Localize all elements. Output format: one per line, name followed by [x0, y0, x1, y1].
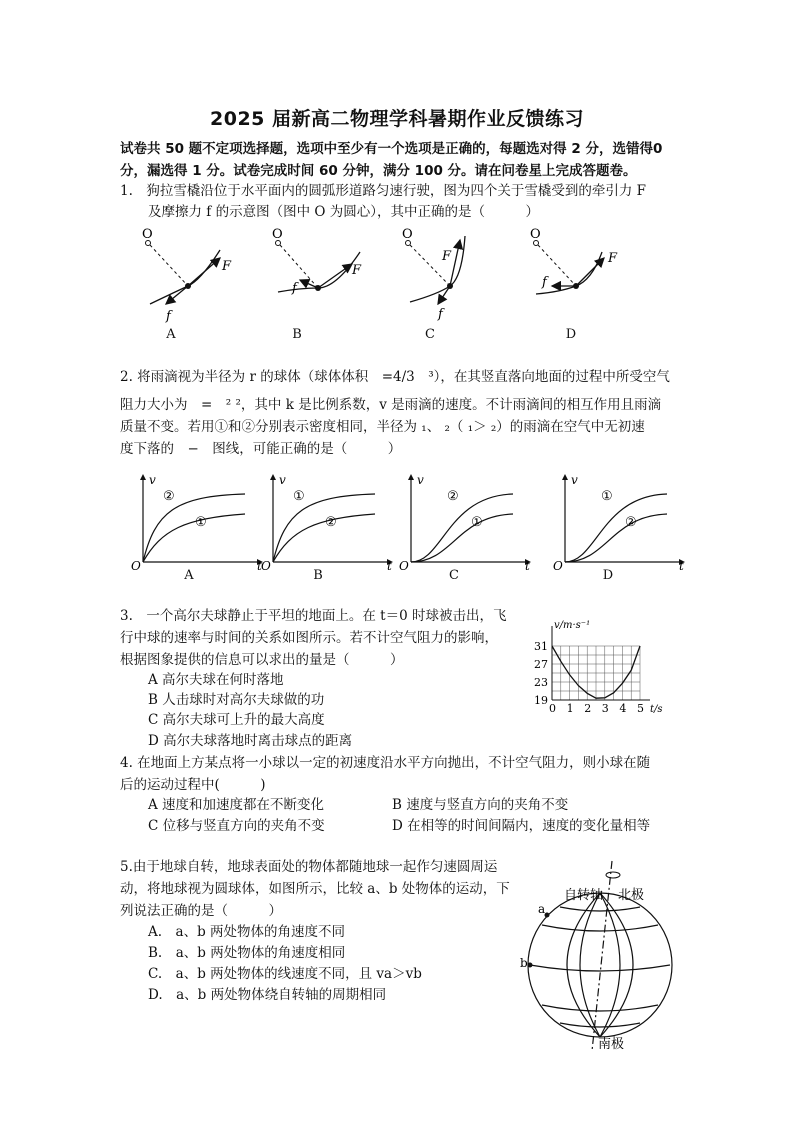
curve-upper [565, 494, 667, 562]
q5-stem-line2: 动，将地球视为圆球体，如图所示，比较 a、b 处物体的运动，下 [120, 881, 510, 897]
q1-label-b: B [292, 327, 302, 342]
q2-graph-c [399, 473, 531, 572]
t-axis-label: t [679, 559, 684, 572]
friction-f-label: f [542, 275, 547, 290]
curve-lower [273, 514, 375, 562]
y-tick-label: 19 [534, 694, 548, 707]
friction-f-label: f [166, 309, 171, 324]
q2-label-a: A [184, 568, 194, 583]
q4-option-d: D 在相等的时间间隔内，速度的变化量相等 [392, 818, 651, 834]
center-o-label: O [402, 227, 413, 242]
curve-upper-label: ① [601, 489, 613, 504]
q3-speed-time-chart [528, 618, 678, 718]
v-axis-label: v [149, 473, 156, 487]
q1-figure-d [530, 227, 618, 294]
origin-label: O [131, 559, 141, 572]
v-axis-arrow-icon [140, 474, 146, 480]
x-tick-label: 4 [619, 702, 627, 715]
y-tick-label: 23 [534, 676, 548, 689]
y-axis-label: v/m·s⁻¹ [554, 620, 591, 631]
q1-figure-a [142, 227, 232, 324]
q2-graph-a [131, 473, 263, 572]
friction-f-label: f [292, 281, 297, 296]
q4-stem-line2: 后的运动过程中( ) [120, 777, 266, 793]
curve-upper-label: ② [163, 489, 175, 504]
force-f-label: F [608, 251, 618, 266]
v-axis-arrow-icon [270, 474, 276, 480]
x-tick-label: 0 [549, 702, 556, 715]
center-o-label: O [142, 227, 153, 242]
q2-stem-line2: 阻力大小为 = ² ²，其中 k 是比例系数，v 是雨滴的速度。不计雨滴间的相互作用且雨滴 [120, 397, 662, 413]
q5-option-b: B. a、b 两处物体的角速度相同 [148, 945, 346, 961]
q2-stem-line1: 2. 将雨滴视为半径为 r 的球体（球体体积 =4/3 ³），在其竖直落向地面的过程中所受空气 [120, 369, 670, 385]
south-pole-label: 南极 [598, 1037, 625, 1052]
curve-lower [143, 514, 245, 562]
q4-option-b: B 速度与竖直方向的夹角不变 [392, 797, 569, 813]
v-axis-label: v [417, 473, 424, 487]
curve-lower-label: ① [471, 515, 483, 530]
v-axis-arrow-icon [562, 474, 568, 480]
q1-figure-b [272, 227, 362, 296]
q2-label-b: B [313, 568, 323, 583]
q5-stem-line3: 列说法正确的是（ ） [120, 903, 282, 919]
q5-option-c: C. a、b 两处物体的线速度不同，且 va＞vb [148, 966, 422, 982]
x-tick-label: 2 [584, 702, 592, 715]
q5-option-a: A. a、b 两处物体的角速度不同 [148, 924, 346, 940]
q4-stem-line1: 4. 在地面上方某点将一小球以一定的初速度沿水平方向抛出，不计空气阻力，则小球在随 [120, 755, 651, 771]
q2-graph-d [553, 473, 685, 572]
q1-stem-line2: 及摩擦力 f 的示意图（图中 O 为圆心），其中正确的是（ ） [148, 204, 539, 220]
page-title: 2025 届新高二物理学科暑期作业反馈练习 [210, 108, 584, 130]
x-tick-label: 5 [637, 702, 644, 715]
q2-stem-line4: 度下落的 − 图线，可能正确的是（ ） [120, 441, 402, 457]
origin-label: O [399, 559, 409, 572]
t-axis-label: t [525, 559, 530, 572]
point-a-label: a [538, 902, 546, 916]
x-tick-label: 3 [601, 702, 609, 715]
q1-label-a: A [166, 327, 176, 342]
q5-globe-figure [520, 855, 690, 1055]
center-o-label: O [530, 227, 541, 242]
friction-f-label: f [438, 307, 443, 322]
q2-label-c: C [449, 568, 459, 583]
v-axis-arrow-icon [408, 474, 414, 480]
v-axis-label: v [279, 473, 286, 487]
curve-upper-label: ② [447, 489, 459, 504]
rotation-axis-label: 自转轴 [564, 888, 604, 903]
curve-lower-label: ① [195, 515, 207, 530]
force-f-label: F [352, 263, 362, 278]
q4-option-a: A 速度和加速度都在不断变化 [148, 797, 325, 813]
q1-label-d: D [565, 327, 577, 342]
q3-stem-line1: 3. 一个高尔夫球静止于平坦的地面上。在 t＝0 时球被击出，飞 [120, 608, 507, 624]
q2-stem-line3: 质量不变。若用①和②分别表示密度相同，半径为 ₁、 ₂（ ₁＞ ₂）的雨滴在空气中无初速 [120, 419, 645, 435]
force-f-label: F [442, 249, 452, 264]
origin-label: O [553, 559, 563, 572]
q3-option-c: C 高尔夫球可上升的最大高度 [148, 712, 325, 728]
origin-label: O [261, 559, 271, 572]
rotation-arrow-icon [606, 872, 620, 878]
t-axis-label: t [387, 559, 392, 572]
q3-stem-line3: 根据图象提供的信息可以求出的量是（ ） [120, 652, 404, 668]
q5-stem-line1: 5.由于地球自转，地球表面处的物体都随地球一起作匀速圆周运 [120, 859, 498, 875]
q3-stem-line2: 行中球的速率与时间的关系如图所示。若不计空气阻力的影响， [120, 630, 498, 646]
q1-stem-line1: 1. 狗拉雪橇沿位于水平面内的圆弧形道路匀速行驶，图为四个关于雪橇受到的牵引力 F [120, 183, 647, 199]
q2-label-d: D [602, 568, 614, 583]
q3-option-a: A 高尔夫球在何时落地 [148, 672, 284, 688]
point-b-label: b [520, 956, 528, 970]
exam-instructions: 试卷共 50 题不定项选择题，选项中至少有一个选项是正确的，每题选对得 2 分，选错得0分，漏选得 1 分。试卷完成时间 60 分钟，满分 100 分。请在问卷星上完成答题卷。 [120, 141, 663, 179]
curve-lower-label: ② [325, 515, 337, 530]
center-o-label: O [272, 227, 283, 242]
force-f-label: F [222, 259, 232, 274]
q5-option-d: D. a、b 两处物体绕自转轴的周期相同 [148, 987, 387, 1003]
x-axis-label: t/s [650, 704, 663, 715]
v-axis-label: v [571, 473, 578, 487]
curve-upper [143, 494, 245, 562]
curve-lower-label: ② [625, 515, 637, 530]
x-tick-label: 1 [566, 702, 574, 715]
q2-graph-b [261, 473, 393, 572]
q3-option-d: D 高尔夫球落地时离击球点的距离 [148, 733, 353, 749]
curve-lower [565, 514, 667, 562]
y-tick-label: 27 [534, 658, 548, 671]
curve-upper [273, 494, 375, 562]
north-pole-label: 北极 [618, 888, 645, 903]
y-tick-label: 31 [534, 640, 548, 653]
t-axis-label: t [257, 559, 262, 572]
curve-upper [411, 494, 513, 562]
q1-label-c: C [425, 327, 435, 342]
q2-figures [125, 472, 685, 572]
q3-option-b: B 人击球时对高尔夫球做的功 [148, 692, 325, 708]
q4-option-c: C 位移与竖直方向的夹角不变 [148, 818, 325, 834]
curve-upper-label: ① [293, 489, 305, 504]
q1-figure-c [402, 227, 465, 322]
curve-lower [411, 514, 513, 562]
